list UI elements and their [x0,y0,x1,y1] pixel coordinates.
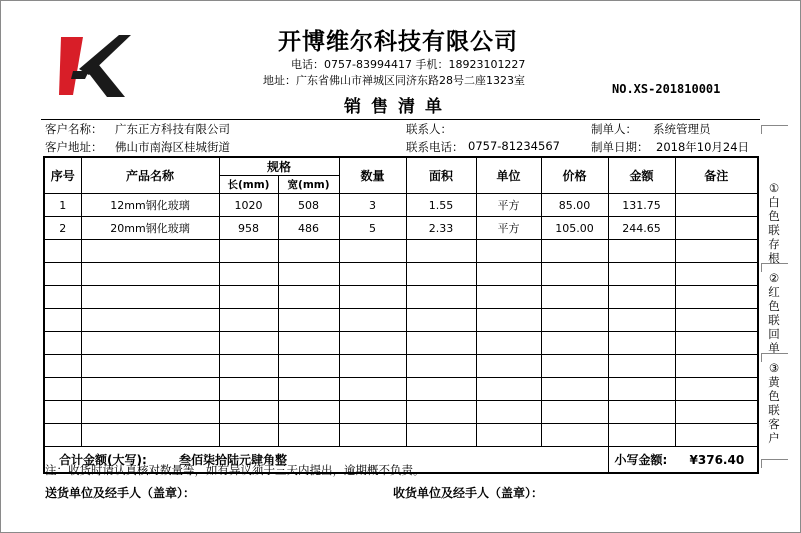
cell-product [81,240,219,263]
cell-qty [339,332,406,355]
footer-note: 注：收货时请认真核对数量等，如有异议须于三天内提出，逾期概不负责。 [45,463,425,477]
table-row [44,286,758,309]
table-row [44,194,758,217]
cell-price [541,378,608,401]
sender-signature-label: 送货单位及经手人（盖章）： [45,486,196,500]
cell-remark [675,378,758,401]
side-label-red: ②红色联回单 [768,271,780,355]
side-label-white: ①白色联存根 [768,181,780,265]
contact-phone: 0757-81234567 [468,139,560,153]
side-label-yellow: ③黄色联客户 [768,361,780,445]
cell-width [278,263,339,286]
document-number: NO.XS-201810001 [612,82,721,96]
side-tick [761,125,788,134]
table-row [44,309,758,332]
cell-amount: 131.75 [608,194,675,217]
header-amount: 金额 [608,157,675,194]
cell-product [81,286,219,309]
cell-area [406,355,476,378]
cell-amount [608,355,675,378]
cell-price [541,332,608,355]
cell-seq [44,401,81,424]
cell-price [541,401,608,424]
customer-name: 广东正方科技有限公司 [115,122,230,136]
table-row [44,378,758,401]
cell-unit [476,378,541,401]
cell-area [406,378,476,401]
cell-area [406,332,476,355]
cell-amount: 244.65 [608,217,675,240]
total-small-value: ¥376.40 [689,453,745,467]
cell-seq: 1 [44,194,81,217]
cell-product [81,355,219,378]
cell-seq [44,286,81,309]
cell-area: 2.33 [406,217,476,240]
cell-width [278,286,339,309]
cell-qty [339,424,406,447]
company-phone: 电话：0757-83994417 手机：18923101227 [291,58,526,71]
cell-seq: 2 [44,217,81,240]
total-big-value: 叁佰柒拾陆元肆角整 [178,453,287,467]
receiver-signature-label: 收货单位及经手人（盖章）： [393,486,544,500]
cell-qty [339,286,406,309]
cell-product [81,378,219,401]
cell-qty [339,378,406,401]
cell-remark [675,355,758,378]
cell-remark [675,286,758,309]
cell-price [541,355,608,378]
cell-length [219,332,278,355]
cell-length [219,309,278,332]
cell-product [81,424,219,447]
cell-qty [339,355,406,378]
table-body [44,194,758,447]
cell-product: 12mm钢化玻璃 [81,194,219,217]
cell-length [219,401,278,424]
cell-width: 508 [278,194,339,217]
date-value: 2018年10月24日 [656,140,750,154]
header-unit: 单位 [476,157,541,194]
cell-price [541,309,608,332]
cell-seq [44,332,81,355]
table-row [44,401,758,424]
header-product: 产品名称 [81,157,219,194]
cell-length: 1020 [219,194,278,217]
cell-qty [339,401,406,424]
cell-qty [339,263,406,286]
cell-length: 958 [219,217,278,240]
sales-table [43,156,759,474]
cell-price: 105.00 [541,217,608,240]
table-row [44,424,758,447]
cell-unit [476,263,541,286]
cell-product [81,332,219,355]
date-label: 制单日期： [591,140,649,154]
cell-remark [675,217,758,240]
cell-width [278,240,339,263]
cell-unit: 平方 [476,194,541,217]
table-row [44,263,758,286]
cell-width [278,424,339,447]
cell-area [406,240,476,263]
cell-product [81,263,219,286]
cell-amount [608,240,675,263]
cell-amount [608,309,675,332]
cell-area: 1.55 [406,194,476,217]
header-width: 宽(mm) [278,176,339,194]
maker-label: 制单人： [591,122,637,136]
cell-area [406,309,476,332]
cell-length [219,355,278,378]
table-row [44,355,758,378]
cell-amount [608,263,675,286]
cell-remark [675,240,758,263]
cell-seq [44,378,81,401]
total-big-label: 合计金额(大写): [59,453,147,467]
cell-amount [608,286,675,309]
cell-unit [476,309,541,332]
header-qty: 数量 [339,157,406,194]
cell-unit [476,286,541,309]
cell-unit [476,424,541,447]
customer-name-label: 客户名称： [45,122,103,136]
cell-product [81,309,219,332]
header-spec: 规格 [219,157,339,176]
cell-width: 486 [278,217,339,240]
cell-qty [339,240,406,263]
cell-unit [476,332,541,355]
side-tick [761,459,788,468]
cell-length [219,286,278,309]
cell-length [219,424,278,447]
cell-amount [608,378,675,401]
cell-area [406,401,476,424]
k-logo-icon [59,31,131,101]
cell-seq [44,355,81,378]
cell-price: 85.00 [541,194,608,217]
cell-length [219,240,278,263]
document-title: 销售清单 [344,97,452,117]
header-area: 面积 [406,157,476,194]
table-row [44,332,758,355]
cell-width [278,378,339,401]
cell-width [278,332,339,355]
contact-label: 联系人： [406,122,452,136]
cell-product [81,401,219,424]
table-row [44,217,758,240]
cell-amount [608,424,675,447]
cell-remark [675,309,758,332]
cell-length [219,263,278,286]
cell-unit [476,240,541,263]
cell-area [406,424,476,447]
cell-seq [44,263,81,286]
total-small-cell [608,447,758,474]
header-divider [41,119,760,120]
cell-qty [339,309,406,332]
cell-unit: 平方 [476,217,541,240]
cell-seq [44,309,81,332]
cell-remark [675,263,758,286]
cell-unit [476,355,541,378]
cell-seq [44,240,81,263]
cell-width [278,309,339,332]
cell-area [406,286,476,309]
cell-price [541,240,608,263]
header-price: 价格 [541,157,608,194]
customer-address-label: 客户地址： [45,140,103,154]
cell-unit [476,401,541,424]
customer-address: 佛山市南海区桂城街道 [115,140,230,154]
company-name: 开博维尔科技有限公司 [278,28,518,55]
cell-remark [675,332,758,355]
cell-qty: 3 [339,194,406,217]
cell-price [541,286,608,309]
table-row [44,240,758,263]
cell-remark [675,401,758,424]
header-length: 长(mm) [219,176,278,194]
cell-remark [675,194,758,217]
cell-seq [44,424,81,447]
cell-amount [608,401,675,424]
cell-amount [608,332,675,355]
company-address: 地址：广东省佛山市禅城区同济东路28号二座1323室 [263,74,525,87]
cell-length [219,378,278,401]
cell-qty: 5 [339,217,406,240]
header-seq: 序号 [44,157,81,194]
maker-value: 系统管理员 [653,122,711,136]
cell-width [278,401,339,424]
header-remark: 备注 [675,157,758,194]
total-small-label: 小写金额: [614,453,668,467]
cell-price [541,424,608,447]
cell-remark [675,424,758,447]
cell-product: 20mm钢化玻璃 [81,217,219,240]
cell-area [406,263,476,286]
cell-price [541,263,608,286]
contact-phone-label: 联系电话： [406,140,464,154]
cell-width [278,355,339,378]
